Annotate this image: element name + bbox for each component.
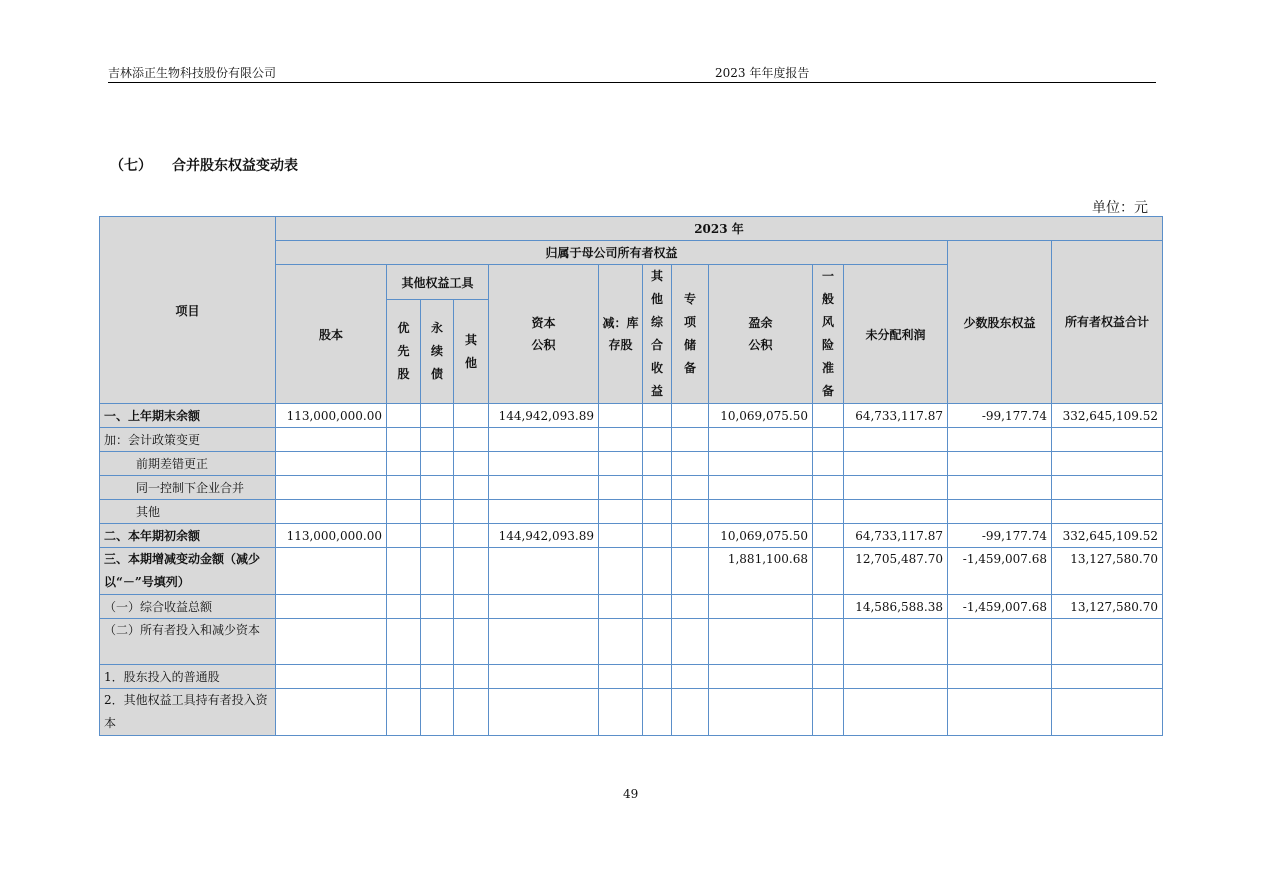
- value-cell: [813, 500, 844, 524]
- value-cell: [599, 595, 643, 619]
- value-cell: [454, 524, 489, 548]
- unit-label: 单位：元: [1092, 200, 1148, 216]
- table-row: [100, 595, 1163, 619]
- value-cell: [813, 476, 844, 500]
- value-cell: [387, 428, 421, 452]
- value-cell: [1052, 452, 1163, 476]
- preferred-text: 优先股: [397, 321, 410, 382]
- row-label: 一、上年期末余额: [100, 404, 276, 428]
- value-cell: [844, 476, 948, 500]
- value-cell: [709, 500, 813, 524]
- value-cell: [454, 500, 489, 524]
- value-cell: 113,000,000.00: [276, 524, 387, 548]
- treasury-text: 减：库存股: [602, 316, 639, 352]
- value-cell: [672, 524, 709, 548]
- value-cell: [454, 428, 489, 452]
- value-cell: [643, 689, 672, 736]
- value-cell: [387, 500, 421, 524]
- value-cell: -99,177.74: [948, 404, 1052, 428]
- value-cell: [599, 619, 643, 665]
- value-cell: [643, 524, 672, 548]
- value-cell: [672, 428, 709, 452]
- value-cell: [387, 665, 421, 689]
- other-equity-header: 其他权益工具: [387, 265, 489, 300]
- value-cell: [672, 452, 709, 476]
- value-cell: 64,733,117.87: [844, 404, 948, 428]
- special-reserve-header: [672, 265, 709, 404]
- capital-reserve-text: 资本公积: [531, 316, 556, 352]
- value-cell: [813, 619, 844, 665]
- value-cell: [421, 665, 454, 689]
- row-label: 三、本期增减变动金额（减少以“－”号填列）: [100, 548, 276, 595]
- value-cell: [813, 428, 844, 452]
- value-cell: [1052, 428, 1163, 452]
- value-cell: [276, 428, 387, 452]
- value-cell: [421, 428, 454, 452]
- page-header: [108, 64, 1156, 83]
- value-cell: [1052, 500, 1163, 524]
- row-label: 其他: [100, 500, 276, 524]
- value-cell: [454, 548, 489, 595]
- section-number: （七）: [110, 158, 152, 174]
- row-label: 2．其他权益工具持有者投入资本: [100, 689, 276, 736]
- value-cell: [709, 619, 813, 665]
- value-cell: [844, 428, 948, 452]
- value-cell: [489, 665, 599, 689]
- value-cell: [489, 689, 599, 736]
- value-cell: [709, 452, 813, 476]
- value-cell: [599, 404, 643, 428]
- value-cell: [948, 665, 1052, 689]
- equity-changes-table: [99, 216, 1163, 736]
- row-label: 前期差错更正: [100, 452, 276, 476]
- value-cell: [276, 689, 387, 736]
- value-cell: [672, 595, 709, 619]
- other-instrument-text: 其他: [465, 332, 478, 370]
- general-risk-header: [813, 265, 844, 404]
- general-risk-text: 一般风险准备: [822, 269, 835, 398]
- value-cell: [948, 428, 1052, 452]
- value-cell: [276, 452, 387, 476]
- value-cell: [387, 689, 421, 736]
- other-instrument-header: [454, 300, 489, 404]
- value-cell: [276, 476, 387, 500]
- value-cell: 144,942,093.89: [489, 404, 599, 428]
- value-cell: [709, 689, 813, 736]
- value-cell: [454, 665, 489, 689]
- value-cell: [454, 689, 489, 736]
- value-cell: [489, 476, 599, 500]
- section-title: 合并股东权益变动表: [172, 158, 298, 174]
- table-row: [100, 619, 1163, 665]
- value-cell: [643, 548, 672, 595]
- retained-earnings-header: 未分配利润: [844, 265, 948, 404]
- value-cell: [421, 500, 454, 524]
- value-cell: 13,127,580.70: [1052, 595, 1163, 619]
- value-cell: [948, 476, 1052, 500]
- value-cell: 1,881,100.68: [709, 548, 813, 595]
- table-body: [100, 404, 1163, 736]
- surplus-reserve-header: [709, 265, 813, 404]
- page-number: 49: [623, 787, 639, 801]
- table-row: [100, 524, 1163, 548]
- value-cell: [387, 619, 421, 665]
- value-cell: [421, 689, 454, 736]
- value-cell: 113,000,000.00: [276, 404, 387, 428]
- value-cell: [948, 619, 1052, 665]
- value-cell: [643, 404, 672, 428]
- row-label: 同一控制下企业合并: [100, 476, 276, 500]
- value-cell: [387, 404, 421, 428]
- value-cell: 10,069,075.50: [709, 524, 813, 548]
- value-cell: [489, 500, 599, 524]
- value-cell: 144,942,093.89: [489, 524, 599, 548]
- value-cell: [813, 595, 844, 619]
- value-cell: [421, 548, 454, 595]
- value-cell: [643, 452, 672, 476]
- value-cell: [599, 500, 643, 524]
- value-cell: [672, 404, 709, 428]
- treasury-header: [599, 265, 643, 404]
- parent-equity-header: 归属于母公司所有者权益: [276, 241, 948, 265]
- value-cell: [709, 428, 813, 452]
- value-cell: [709, 665, 813, 689]
- preferred-header: [387, 300, 421, 404]
- value-cell: [599, 665, 643, 689]
- value-cell: [844, 619, 948, 665]
- value-cell: -1,459,007.68: [948, 595, 1052, 619]
- value-cell: -99,177.74: [948, 524, 1052, 548]
- value-cell: [276, 595, 387, 619]
- table-row: [100, 452, 1163, 476]
- value-cell: [454, 595, 489, 619]
- value-cell: [844, 689, 948, 736]
- value-cell: 13,127,580.70: [1052, 548, 1163, 595]
- value-cell: [672, 548, 709, 595]
- value-cell: [421, 476, 454, 500]
- value-cell: [709, 595, 813, 619]
- table-row: [100, 548, 1163, 595]
- value-cell: 332,645,109.52: [1052, 524, 1163, 548]
- value-cell: [387, 595, 421, 619]
- row-label: 加：会计政策变更: [100, 428, 276, 452]
- value-cell: [813, 548, 844, 595]
- table-row: [100, 500, 1163, 524]
- value-cell: [1052, 476, 1163, 500]
- value-cell: [276, 619, 387, 665]
- value-cell: [454, 476, 489, 500]
- value-cell: [813, 524, 844, 548]
- value-cell: [813, 404, 844, 428]
- perpetual-text: 永续债: [431, 321, 444, 382]
- value-cell: [454, 404, 489, 428]
- total-header-text: 所有者权益合计: [1064, 315, 1149, 329]
- value-cell: [489, 428, 599, 452]
- oci-header: [643, 265, 672, 404]
- value-cell: [276, 500, 387, 524]
- value-cell: [643, 428, 672, 452]
- value-cell: [421, 404, 454, 428]
- table-row: [100, 665, 1163, 689]
- minority-header: 少数股东权益: [948, 241, 1052, 404]
- value-cell: [813, 452, 844, 476]
- value-cell: 12,705,487.70: [844, 548, 948, 595]
- value-cell: [1052, 665, 1163, 689]
- value-cell: [276, 548, 387, 595]
- value-cell: [813, 665, 844, 689]
- value-cell: [643, 476, 672, 500]
- surplus-reserve-text: 盈余公积: [748, 316, 773, 352]
- table-row: [100, 689, 1163, 736]
- value-cell: [1052, 689, 1163, 736]
- share-capital-header: 股本: [276, 265, 387, 404]
- oci-text: 其他综合收益: [651, 269, 664, 398]
- value-cell: 64,733,117.87: [844, 524, 948, 548]
- row-label: （一）综合收益总额: [100, 595, 276, 619]
- value-cell: [948, 500, 1052, 524]
- value-cell: 10,069,075.50: [709, 404, 813, 428]
- value-cell: [387, 452, 421, 476]
- value-cell: [421, 595, 454, 619]
- capital-reserve-header: [489, 265, 599, 404]
- value-cell: [709, 476, 813, 500]
- value-cell: 332,645,109.52: [1052, 404, 1163, 428]
- value-cell: [844, 452, 948, 476]
- special-reserve-text: 专项储备: [684, 292, 697, 375]
- value-cell: [276, 665, 387, 689]
- company-name: 吉林添正生物科技股份有限公司: [108, 66, 277, 80]
- total-header: [1052, 241, 1163, 404]
- value-cell: [599, 548, 643, 595]
- value-cell: [672, 619, 709, 665]
- value-cell: [672, 500, 709, 524]
- value-cell: [672, 476, 709, 500]
- value-cell: [599, 524, 643, 548]
- item-column-header: 项目: [100, 217, 276, 404]
- value-cell: [844, 665, 948, 689]
- value-cell: [599, 476, 643, 500]
- perpetual-header: [421, 300, 454, 404]
- value-cell: [387, 476, 421, 500]
- table-row: [100, 404, 1163, 428]
- value-cell: [948, 689, 1052, 736]
- value-cell: [643, 665, 672, 689]
- value-cell: [599, 689, 643, 736]
- value-cell: [643, 619, 672, 665]
- value-cell: [599, 452, 643, 476]
- value-cell: [489, 595, 599, 619]
- row-label: 二、本年期初余额: [100, 524, 276, 548]
- row-label: 1．股东投入的普通股: [100, 665, 276, 689]
- value-cell: [1052, 619, 1163, 665]
- value-cell: [421, 452, 454, 476]
- section-heading: [110, 155, 298, 175]
- value-cell: [643, 595, 672, 619]
- value-cell: [844, 500, 948, 524]
- value-cell: [489, 619, 599, 665]
- value-cell: [672, 689, 709, 736]
- value-cell: [454, 619, 489, 665]
- row-label: （二）所有者投入和减少资本: [100, 619, 276, 665]
- value-cell: [421, 619, 454, 665]
- value-cell: [454, 452, 489, 476]
- value-cell: [387, 548, 421, 595]
- value-cell: [948, 452, 1052, 476]
- value-cell: [643, 500, 672, 524]
- report-title: 2023 年年度报告: [715, 66, 810, 80]
- table-row: [100, 476, 1163, 500]
- value-cell: [672, 665, 709, 689]
- table-row: [100, 428, 1163, 452]
- value-cell: [387, 524, 421, 548]
- value-cell: [489, 548, 599, 595]
- value-cell: [599, 428, 643, 452]
- value-cell: [813, 689, 844, 736]
- value-cell: [489, 452, 599, 476]
- value-cell: [421, 524, 454, 548]
- value-cell: -1,459,007.68: [948, 548, 1052, 595]
- value-cell: 14,586,588.38: [844, 595, 948, 619]
- year-header: 2023 年: [276, 217, 1163, 241]
